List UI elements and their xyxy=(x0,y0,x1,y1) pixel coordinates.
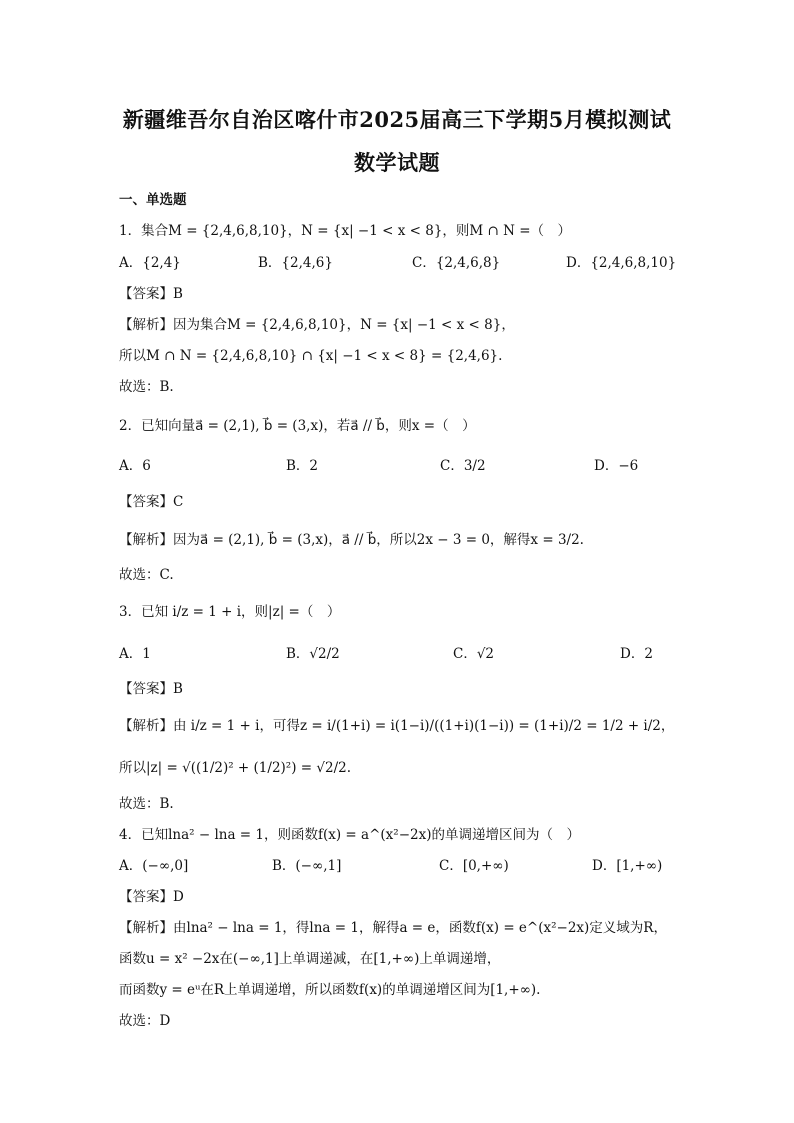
q1-option-c: C．{2,4,6,8} xyxy=(412,255,501,271)
q4-analysis-line: 而函数y = eᵘ在R上单调递增，所以函数f(x)的单调递增区间为[1,+∞). xyxy=(119,982,541,998)
question-3-stem: 3．已知 i/z = 1 + i，则|z| =（ ） xyxy=(119,604,341,620)
page-subtitle: 数学试题 xyxy=(354,150,440,175)
q3-answer: 【答案】B xyxy=(119,681,183,697)
q1-option-a: A．{2,4} xyxy=(119,255,181,271)
q1-option-d: D．{2,4,6,8,10} xyxy=(566,255,677,271)
q4-answer: 【答案】D xyxy=(119,889,184,905)
q4-option-a: A．(−∞,0] xyxy=(119,858,189,874)
question-4-stem: 4．已知lna² − lna = 1，则函数f(x) = a^(x²−2x)的单调递增区间为（ ） xyxy=(119,827,580,843)
q1-option-b: B．{2,4,6} xyxy=(258,255,333,271)
q2-option-a: A．6 xyxy=(119,458,151,474)
q4-option-c: C．[0,+∞) xyxy=(439,858,509,874)
page-title: 新疆维吾尔自治区喀什市2025届高三下学期5月模拟测试 xyxy=(122,107,672,132)
q4-option-d: D．[1,+∞) xyxy=(592,858,663,874)
q1-answer: 【答案】B xyxy=(119,286,183,302)
q3-option-a: A．1 xyxy=(119,646,151,662)
q3-analysis-line: 所以|z| = √((1/2)² + (1/2)²) = √2/2. xyxy=(119,760,351,776)
q3-analysis-line: 【解析】由 i/z = 1 + i，可得z = i/(1+i) = i(1−i)/((1+i)(1−i)) = (1+i)/2 = 1/2 + i/2， xyxy=(119,718,675,734)
q4-analysis-line: 函数u = x² −2x在(−∞,1]上单调递减，在[1,+∞)上单调递增， xyxy=(119,951,501,967)
q2-option-c: C．3/2 xyxy=(440,458,486,474)
q4-conclusion: 故选：D xyxy=(119,1013,171,1029)
q2-conclusion: 故选：C. xyxy=(119,567,174,583)
q1-conclusion: 故选：B. xyxy=(119,379,174,395)
q2-answer: 【答案】C xyxy=(119,494,184,510)
question-1-stem: 1．集合M = {2,4,6,8,10}，N = {x| −1 < x < 8}，则M ∩ N =（ ） xyxy=(119,223,572,239)
q2-option-b: B．2 xyxy=(286,458,319,474)
section-heading: 一、单选题 xyxy=(119,192,187,208)
q2-option-d: D．−6 xyxy=(594,458,639,474)
q2-analysis-line: 【解析】因为a⃗ = (2,1), b⃗ = (3,x)，a⃗ // b⃗，所以2x − 3 = 0，解得x = 3/2. xyxy=(119,532,584,548)
question-2-stem: 2．已知向量a⃗ = (2,1), b⃗ = (3,x)，若a⃗ // b⃗，则x =（ ） xyxy=(119,418,476,434)
q3-conclusion: 故选：B. xyxy=(119,796,174,812)
q4-analysis-line: 【解析】由lna² − lna = 1，得lna = 1，解得a = e，函数f(x) = e^(x²−2x)定义域为R， xyxy=(119,920,667,936)
q3-option-b: B．√2/2 xyxy=(286,646,340,662)
q4-option-b: B．(−∞,1] xyxy=(272,858,342,874)
q1-analysis-line: 所以M ∩ N = {2,4,6,8,10} ∩ {x| −1 < x < 8} = {2,4,6}. xyxy=(119,348,503,364)
q3-option-d: D．2 xyxy=(620,646,653,662)
q1-analysis-line: 【解析】因为集合M = {2,4,6,8,10}，N = {x| −1 < x < 8}， xyxy=(119,317,515,333)
q3-option-c: C．√2 xyxy=(453,646,495,662)
